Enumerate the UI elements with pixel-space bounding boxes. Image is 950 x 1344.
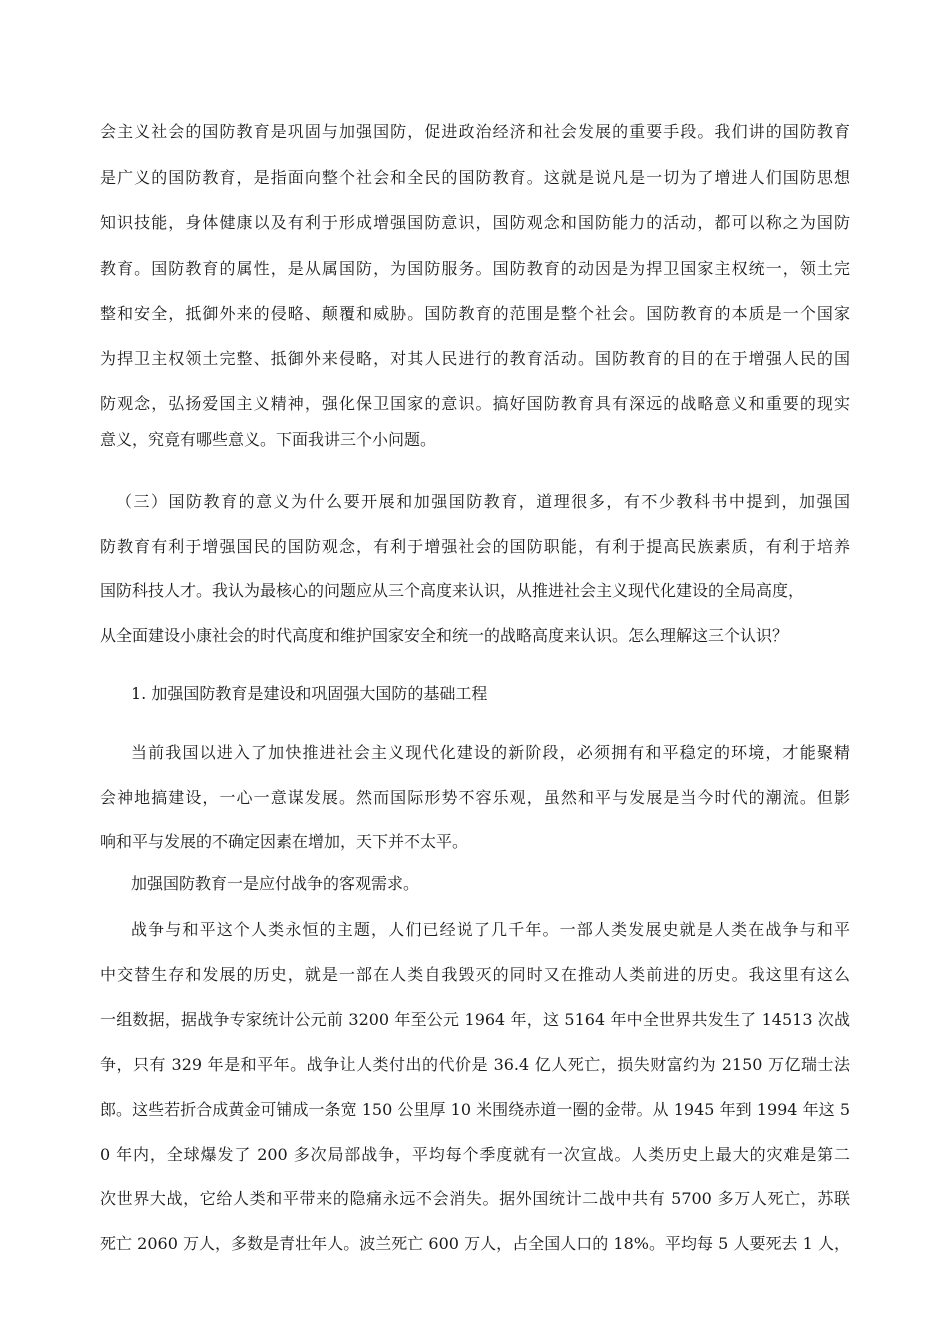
paragraph-line: 响和平与发展的不确定因素在增加，天下并不太平。 [100, 832, 469, 851]
paragraph-line: 会神地搞建设，一心一意谋发展。然而国际形势不容乐观，虽然和平与发展是当今时代的潮流。但影 [100, 788, 850, 807]
paragraph-line: 加强国防教育一是应付战争的客观需求。 [131, 874, 420, 893]
paragraph-line: 是广义的国防教育，是指面向整个社会和全民的国防教育。这就是说凡是一切为了增进人们国防思想 [100, 168, 850, 187]
paragraph-line: 为捍卫主权领土完整、抵御外来侵略，对其人民进行的教育活动。国防教育的目的在于增强人民的国 [100, 349, 850, 368]
section-heading: 1. 加强国防教育是建设和巩固强大国防的基础工程 [131, 684, 488, 703]
paragraph-line: 整和安全，抵御外来的侵略、颠覆和威胁。国防教育的范围是整个社会。国防教育的本质是一个国家 [100, 304, 850, 323]
paragraph-line: 从全面建设小康社会的时代高度和维护国家安全和统一的战略高度来认识。怎么理解这三个认识？ [100, 626, 789, 645]
paragraph-line: 郎。这些若折合成黄金可铺成一条宽 150 公里厚 10 米围绕赤道一圈的金带。从 1945 年到 1994 年这 5 [100, 1100, 850, 1119]
paragraph-line: 一组数据，据战争专家统计公元前 3200 年至公元 1964 年，这 5164 年中全世界共发生了 14513 次战 [100, 1010, 850, 1029]
paragraph-line: 战争与和平这个人类永恒的主题，人们已经说了几千年。一部人类发展史就是人类在战争与和平 [131, 920, 850, 939]
paragraph-line: 知识技能，身体健康以及有利于形成增强国防意识，国防观念和国防能力的活动，都可以称之为国防 [100, 213, 850, 232]
paragraph-line: 次世界大战，它给人类和平带来的隐痛永远不会消失。据外国统计二战中共有 5700 多万人死亡，苏联 [100, 1189, 850, 1208]
paragraph-line: 意义，究竟有哪些意义。下面我讲三个小问题。 [100, 430, 437, 449]
paragraph-line: 死亡 2060 万人，多数是青壮年人。波兰死亡 600 万人，占全国人口的 18%。平均每 5 人要死去 1 人， [100, 1234, 850, 1253]
paragraph-line: 教育。国防教育的属性，是从属国防，为国防服务。国防教育的动因是为捍卫国家主权统一，领土完 [100, 259, 850, 278]
paragraph-line: 中交替生存和发展的历史，就是一部在人类自我毁灭的同时又在推动人类前进的历史。我这里有这么 [100, 965, 850, 984]
paragraph-line: （三）国防教育的意义为什么要开展和加强国防教育，道理很多，有不少教科书中提到，加强国 [116, 492, 850, 511]
paragraph-line: 争，只有 329 年是和平年。战争让人类付出的代价是 36.4 亿人死亡，损失财富约为 2150 万亿瑞士法 [100, 1055, 850, 1074]
paragraph-line: 防教育有利于增强国民的国防观念，有利于增强社会的国防职能，有利于提高民族素质，有利于培养 [100, 537, 850, 556]
paragraph-line: 防观念，弘扬爱国主义精神，强化保卫国家的意识。搞好国防教育具有深远的战略意义和重要的现实 [100, 394, 850, 413]
paragraph-line: 当前我国以进入了加快推进社会主义现代化建设的新阶段，必须拥有和平稳定的环境，才能聚精 [131, 743, 850, 762]
paragraph-line: 国防科技人才。我认为最核心的问题应从三个高度来认识，从推进社会主义现代化建设的全局高度， [100, 581, 805, 600]
paragraph-line: 0 年内，全球爆发了 200 多次局部战争，平均每个季度就有一次宣战。人类历史上最大的灾难是第二 [100, 1145, 850, 1164]
paragraph-line: 会主义社会的国防教育是巩固与加强国防，促进政治经济和社会发展的重要手段。我们讲的国防教育 [100, 122, 850, 141]
